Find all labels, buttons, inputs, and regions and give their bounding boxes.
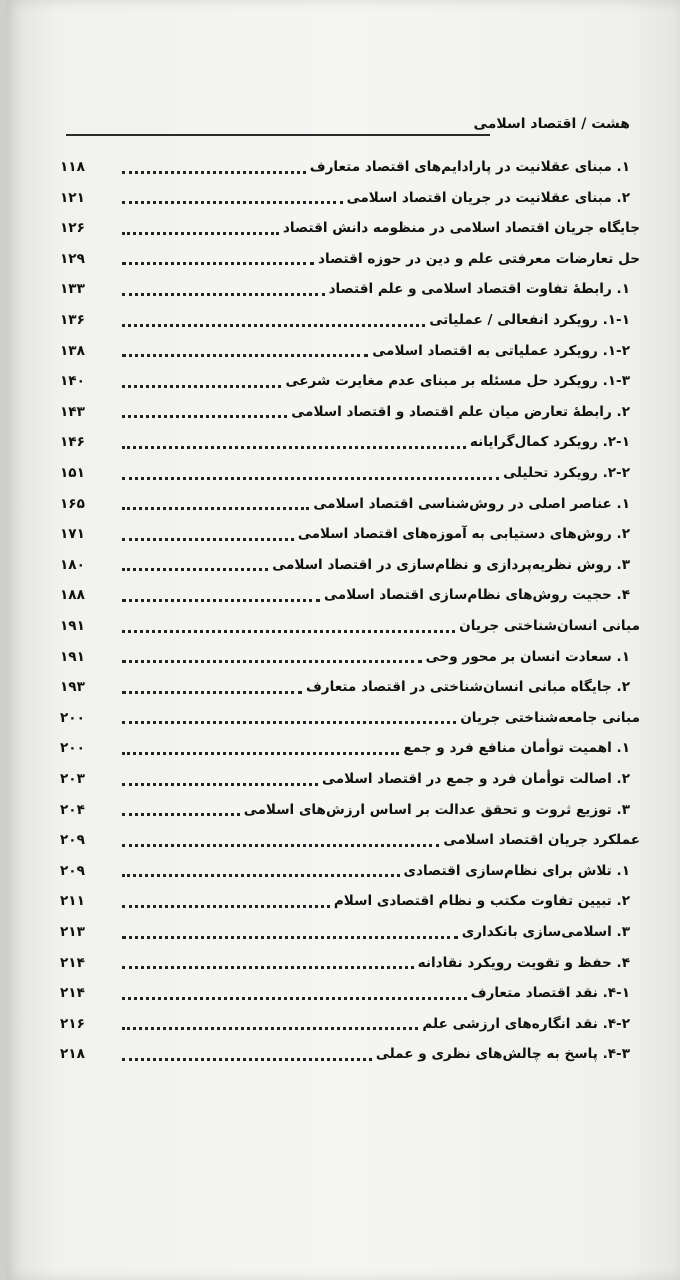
- toc-leader-dots: [122, 813, 240, 816]
- toc-leader-dots: [122, 1027, 418, 1030]
- toc-entry: [60, 948, 630, 978]
- toc-leader-dots: [122, 446, 466, 449]
- toc-entry-page: ۱۶۵: [60, 495, 85, 512]
- toc-leader-dots: [122, 691, 302, 694]
- toc-entry: [60, 642, 630, 672]
- toc-leader-dots: [122, 783, 318, 786]
- toc-entry-page: ۱۲۹: [60, 250, 85, 267]
- toc-entry-title: ۱. مبنای عقلانیت در پارادایم‌های اقتصاد متعارف: [309, 159, 630, 175]
- header-title: هشت / اقتصاد اسلامی: [473, 116, 630, 132]
- toc-leader-dots: [122, 507, 309, 510]
- toc-entry-page: ۱۲۶: [60, 220, 85, 237]
- toc-entry: [60, 305, 640, 335]
- toc-entry-title: مبانی انسان‌شناختی جریان: [459, 618, 640, 634]
- toc-entry-page: ۱۳۳: [60, 281, 85, 298]
- toc-entry: [60, 1039, 640, 1069]
- toc-entry-title: ۱. تلاش برای نظام‌سازی اقتصادی: [403, 862, 630, 879]
- toc-entry: [60, 611, 640, 641]
- toc-leader-dots: [122, 752, 399, 755]
- toc-entry-page: ۲۱۶: [60, 1015, 85, 1032]
- toc-entry-title: ۲. جایگاه مبانی انسان‌شناختی در اقتصاد متعارف: [305, 679, 630, 696]
- toc-entry-page: ۱۴۰: [60, 373, 85, 390]
- toc-entry: [60, 795, 630, 825]
- toc-entry-page: ۲۱۳: [60, 924, 85, 940]
- toc-leader-dots: [122, 262, 314, 265]
- toc-entry-page: ۱۹۳: [60, 679, 85, 696]
- toc-entry-title: ۱. عناصر اصلی در روش‌شناسی اقتصاد اسلامی: [313, 495, 630, 512]
- toc-leader-dots: [122, 1058, 372, 1061]
- toc-entry: [60, 764, 630, 794]
- toc-entry-title: ۲-۱. رویکرد کمال‌گرایانه: [469, 434, 630, 451]
- toc-entry: [60, 519, 630, 549]
- toc-leader-dots: [122, 660, 422, 663]
- toc-entry-title: جایگاه جریان اقتصاد اسلامی در منظومه دانش اقتصاد: [282, 220, 640, 237]
- toc-leader-dots: [122, 874, 400, 877]
- toc-entry-title: ۴-۱. نقد اقتصاد متعارف: [470, 985, 630, 1002]
- toc-leader-dots: [122, 844, 439, 847]
- toc-leader-dots: [122, 171, 306, 174]
- toc-entry: [60, 825, 640, 855]
- toc-entry-title: ۱-۱. رویکرد انفعالی / عملیاتی: [429, 312, 630, 328]
- toc-entry: [60, 978, 640, 1008]
- toc-entry-title: ۳. اسلامی‌سازی بانکداری: [461, 924, 630, 940]
- toc-leader-dots: [122, 385, 281, 388]
- toc-entry-title: ۴-۳. پاسخ به چالش‌های نظری و عملی: [375, 1046, 630, 1063]
- toc-entry-page: ۱۵۱: [60, 465, 85, 481]
- toc-entry-page: ۲۰۹: [60, 862, 85, 879]
- toc-entry-page: ۲۱۴: [60, 954, 85, 971]
- toc-entry-title: عملکرد جریان اقتصاد اسلامی: [443, 832, 640, 849]
- toc-entry-page: ۱۴۳: [60, 403, 85, 420]
- toc-leader-dots: [122, 232, 279, 235]
- toc-entry-page: ۱۲۱: [60, 189, 85, 206]
- toc-entry-page: ۱۸۸: [60, 587, 85, 604]
- toc-entry: [60, 152, 630, 182]
- toc-entry-page: ۲۰۰: [60, 740, 85, 757]
- toc-entry: [60, 183, 630, 213]
- toc-entry-title: ۳. توزیع ثروت و تحقق عدالت بر اساس ارزش‌های اسلامی: [243, 801, 630, 818]
- toc-entry: [60, 886, 630, 916]
- toc-entry-page: ۱۸۰: [60, 556, 85, 573]
- toc-entry-title: ۲. مبنای عقلانیت در جریان اقتصاد اسلامی: [346, 189, 630, 206]
- toc-entry: [60, 274, 630, 304]
- toc-leader-dots: [122, 324, 425, 327]
- toc-entry-page: ۲۰۴: [60, 801, 85, 818]
- toc-entry-page: ۱۳۸: [60, 342, 85, 359]
- toc-leader-dots: [122, 354, 368, 357]
- toc-entry-title: ۲. روش‌های دستیابی به آموزه‌های اقتصاد اسلامی: [297, 526, 630, 543]
- toc-entry-page: ۱۱۸: [60, 159, 85, 175]
- toc-entry: [60, 1009, 640, 1039]
- toc-entry: [60, 244, 640, 274]
- toc-entry: [60, 366, 640, 396]
- toc-leader-dots: [122, 997, 467, 1000]
- toc-leader-dots: [122, 905, 330, 908]
- toc-entry: [60, 703, 640, 733]
- toc-entry-title: ۴. حجیت روش‌های نظام‌سازی اقتصاد اسلامی: [324, 587, 630, 604]
- toc-entry: [60, 550, 630, 580]
- toc-entry-page: ۱۹۱: [60, 648, 85, 665]
- toc-entry-title: ۱-۲. رویکرد عملیاتی به اقتصاد اسلامی: [372, 342, 630, 359]
- toc-leader-dots: [122, 599, 320, 602]
- toc-entry: [60, 458, 640, 488]
- toc-entry: [60, 397, 630, 427]
- toc-leader-dots: [122, 477, 499, 480]
- toc-leader-dots: [122, 721, 456, 724]
- toc-entry-title: ۳. روش نظریه‌پردازی و نظام‌سازی در اقتصاد اسلامی: [272, 556, 630, 573]
- toc-entry-title: ۲-۲. رویکرد تحلیلی: [503, 465, 630, 481]
- toc-entry: [60, 427, 640, 457]
- toc-entry: [60, 672, 630, 702]
- toc-entry-title: ۱. رابطهٔ تفاوت اقتصاد اسلامی و علم اقتصاد: [328, 281, 630, 298]
- toc-entry-title: ۲. رابطهٔ تعارض میان علم اقتصاد و اقتصاد اسلامی: [291, 403, 630, 420]
- toc-entry: [60, 580, 630, 610]
- toc-entry-title: ۲. اصالت توأمان فرد و جمع در اقتصاد اسلامی: [321, 771, 630, 787]
- toc-entry: [60, 213, 640, 243]
- toc-entry-page: ۱۴۶: [60, 434, 85, 451]
- toc-entry-title: ۱. اهمیت توأمان منافع فرد و جمع: [403, 740, 630, 757]
- toc-entry-title: مبانی جامعه‌شناختی جریان: [460, 709, 640, 726]
- toc-entry: [60, 336, 640, 366]
- toc-entry-title: ۴-۲. نقد انگاره‌های ارزشی علم: [422, 1015, 630, 1032]
- toc-entry-title: ۱. سعادت انسان بر محور وحی: [425, 648, 630, 665]
- toc-leader-dots: [122, 568, 268, 571]
- toc-leader-dots: [122, 293, 325, 296]
- toc-entry-page: ۲۱۴: [60, 985, 85, 1002]
- toc-entry-page: ۲۰۰: [60, 709, 85, 726]
- toc-leader-dots: [122, 415, 287, 418]
- toc-leader-dots: [122, 201, 343, 204]
- toc-leader-dots: [122, 630, 455, 633]
- toc-entry-page: ۲۱۱: [60, 893, 85, 910]
- toc-entry-page: ۱۷۱: [60, 526, 85, 543]
- toc-entry-title: ۱-۳. رویکرد حل مسئله بر مبنای عدم مغایرت شرعی: [285, 373, 630, 390]
- toc-entry: [60, 917, 630, 947]
- toc-entry-page: ۱۹۱: [60, 618, 85, 634]
- toc-entry: [60, 489, 630, 519]
- toc-leader-dots: [122, 936, 458, 939]
- toc-leader-dots: [122, 966, 414, 969]
- toc-entry-page: ۲۰۳: [60, 771, 85, 787]
- toc-entry: [60, 733, 630, 763]
- toc-entry: [60, 856, 630, 886]
- toc-entry-title: ۴. حفظ و تقویت رویکرد نقادانه: [417, 954, 630, 971]
- toc-entry-title: ۲. تبیین تفاوت مکتب و نظام اقتصادی اسلام: [333, 893, 630, 910]
- toc-entry-page: ۲۰۹: [60, 832, 85, 849]
- toc-leader-dots: [122, 538, 294, 541]
- toc-entry-page: ۱۳۶: [60, 312, 85, 328]
- toc-entry-page: ۲۱۸: [60, 1046, 85, 1063]
- toc-entry-title: حل تعارضات معرفتی علم و دین در حوزه اقتصاد: [318, 250, 640, 267]
